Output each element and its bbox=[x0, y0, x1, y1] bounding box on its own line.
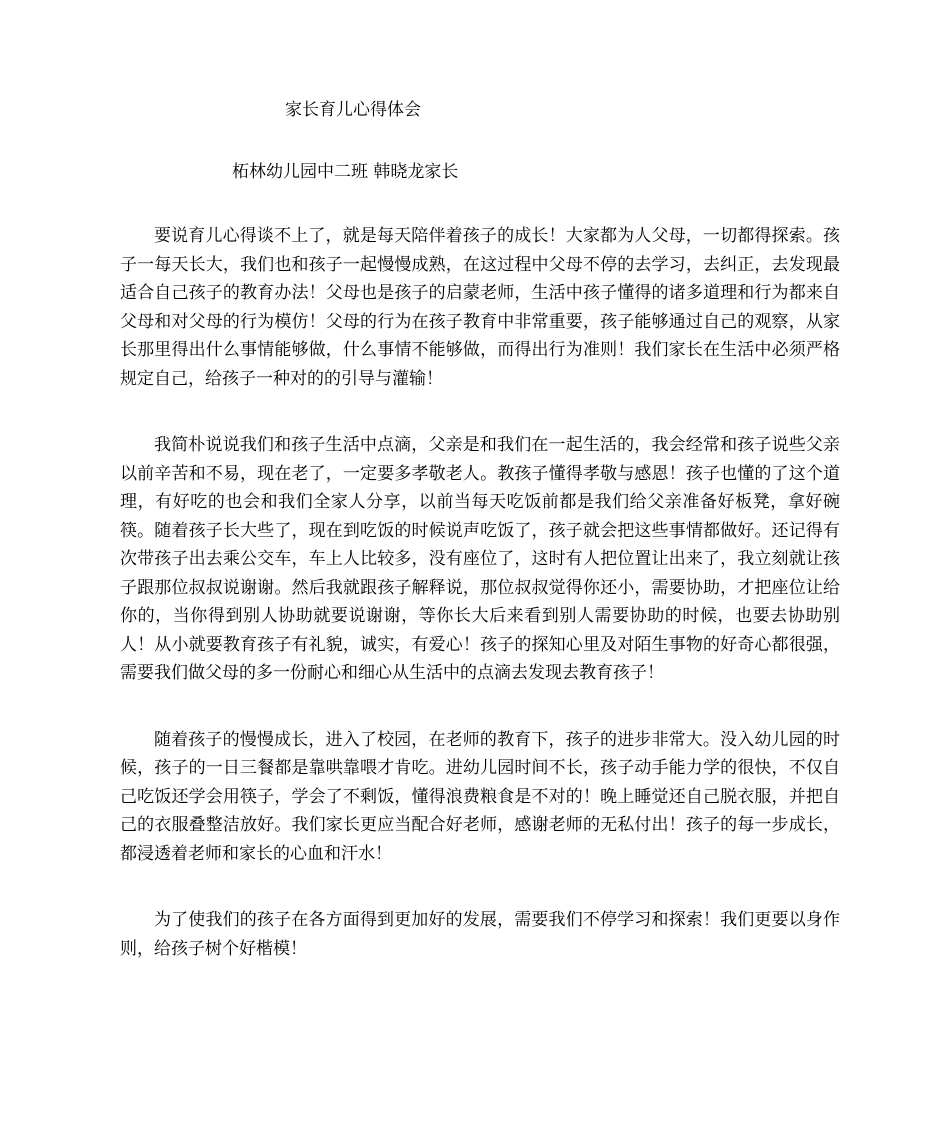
paragraph-4: 为了使我们的孩子在各方面得到更加好的发展，需要我们不停学习和探索！我们更要以身作则，给孩子树个好楷模！ bbox=[120, 910, 840, 959]
paragraph-1: 要说育儿心得谈不上了，就是每天陪伴着孩子的成长！大家都为人父母，一切都得探索。孩子一每天长大，我们也和孩子一起慢慢成熟，在这过程中父母不停的去学习，去纠正，去发现最适合自己孩子的教育办法！父母也是孩子的启蒙老师，生活中孩子懂得的诸多道理和行为都来自父母和对父母的行为模仿！父母的行为在孩子教育中非常重要，孩子能够通过自己的观察，从家长那里得出什么事情能够做，什么事情不能够做，而得出行为准则！我们家长在生活中必须严格规定自己，给孩子一种对的的引导与灌输！ bbox=[120, 226, 840, 389]
paragraph-2: 我简朴说说我们和孩子生活中点滴，父亲是和我们在一起生活的，我会经常和孩子说些父亲以前辛苦和不易，现在老了，一定要多孝敬老人。教孩子懂得孝敬与感恩！孩子也懂的了这个道理，有好吃的也会和我们全家人分享，以前当每天吃饭前都是我们给父亲准备好板凳，拿好碗筷。随着孩子长大些了，现在到吃饭的时候说声吃饭了，孩子就会把这些事情都做好。还记得有次带孩子出去乘公交车，车上人比较多，没有座位了，这时有人把位置让出来了，我立刻就让孩子跟那位叔叔说谢谢。然后我就跟孩子解释说，那位叔叔觉得你还小，需要协助，才把座位让给你的，当你得到别人协助就要说谢谢，等你长大后来看到别人需要协助的时候，也要去协助别人！从小就要教育孩子有礼貌，诚实，有爱心！孩子的探知心里及对陌生事物的好奇心都很强，需要我们做父母的多一份耐心和细心从生活中的点滴去发现去教育孩子！ bbox=[120, 435, 840, 683]
document-body bbox=[120, 222, 840, 1001]
paragraph-3: 随着孩子的慢慢成长，进入了校园，在老师的教育下，孩子的进步非常大。没入幼儿园的时候，孩子的一日三餐都是靠哄靠喂才肯吃。进幼儿园时间不长，孩子动手能力学的很快，不仅自己吃饭还学会用筷子，学会了不剩饭，懂得浪费粮食是不对的！晚上睡觉还自己脱衣服，并把自己的衣服叠整洁放好。我们家长更应当配合好老师，感谢老师的无私付出！孩子的每一步成长，都浸透着老师和家长的心血和汗水！ bbox=[120, 729, 840, 864]
document-title: 家长育儿心得体会 bbox=[285, 100, 421, 120]
author-line: 柘林幼儿园中二班 韩晓龙家长 bbox=[232, 162, 459, 182]
